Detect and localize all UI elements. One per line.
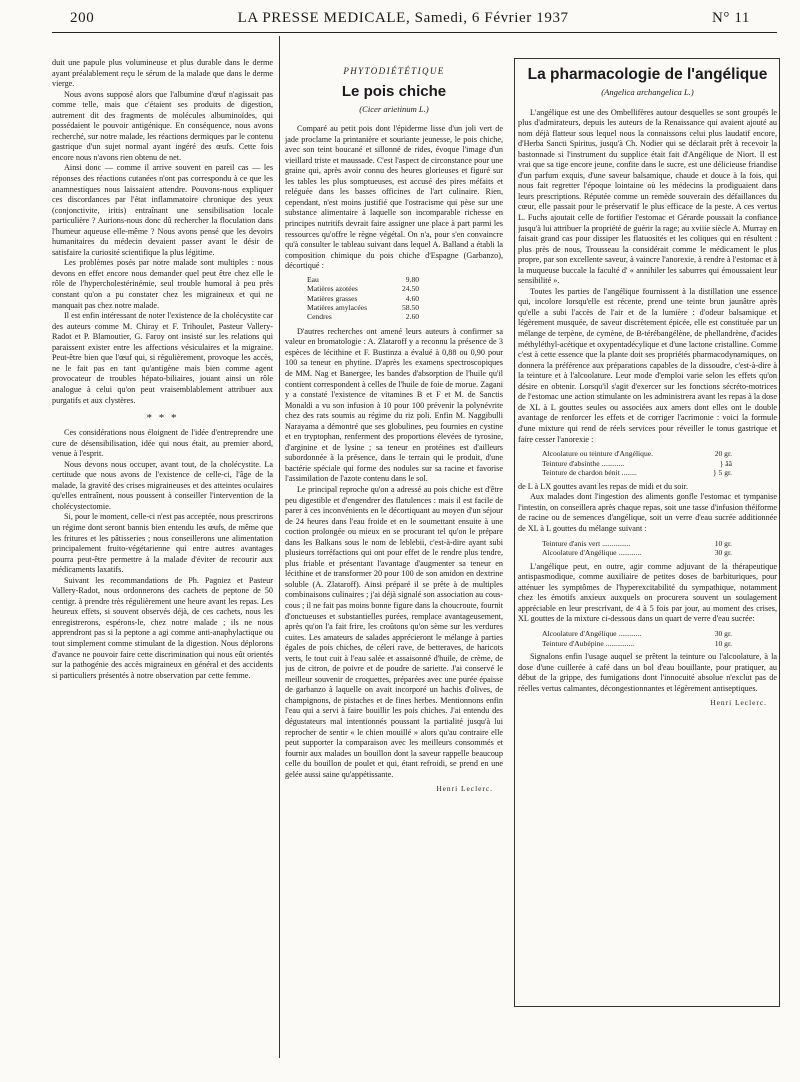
formula-ingredient: Teinture d'anis vert ............... [542,538,631,548]
composition-label: Matières azotées [307,284,358,294]
formula-line [542,629,732,639]
paragraph: Comparé au petit pois dont l'épiderme lisse d'un joli vert de jade proclame la printanière et souriante jeunesse, le pois chiche, avec son teint boucané et sillonné de rides, évoque l'image d'un vieillard triste et maussade. C'est l'aspect de circonstance pour une graine qui, après avoir connu des heures glorieuses et figuré sur les tables les plus somptueuses, est accusé des pires méfaits et reléguée dans les basses officines de l'art culinaire. Rien, cependant, n'est moins justifié que l'ostracisme qui pèse sur une substance alimentaire à laquelle son incomparable richesse en principes nutritifs devrait faire assigner une place à part parmi les ressources qu'offre le règne végétal. On n'a, pour s'en convaincre qu'à consulter le tableau suivant dans lequel A. Balland a établi la composition chimique du pois chiche d'Espagne (Garbanzo), décortiqué : [285,124,503,271]
article-subtitle: (Angelica archangelica L.) [601,87,694,97]
formula-line [542,449,732,459]
composition-label: Matières grasses [307,293,358,303]
paragraph: Toutes les parties de l'angélique fournissent à la distillation une essence qui, incolore lorsqu'elle est récente, prend une teinte brun jaunâtre après qu'elle a subi l'accès de l'air et de la lumière : d'odeur balsamique et légèrement musquée, de saveur discrètement épicée, elle est constituée par un mélange de terpène, de cymène, de B-térébangélène, de phellandrène, d'acides méthyléthyl-acétique et oxypentadécylique et d'une lactone cristalline. Comme c'est à cette essence que la plante doit ses propriétés pharmacodynamiques, on donnera la préférence aux préparations capables de la dissoudre, c'est-à-dire à la teinture et à l'alcoolature. Leur mode d'emploi varie selon les effets qu'on désire en obtenir. Lorsqu'il s'agit d'exercer sur les fonctions sécréto-motrices de l'estomac une action stimulante on les administrera avant les repas à la dose de XL à L gouttes seules ou associées aux amers dont elles ont le double avantage de renforcer les effets et de corriger l'acrimonie : voici la formule d'une mixture qui rend de réels services pour réveiller le tonus gastrique et faire cesser l'anorexie : [518,286,777,444]
formula-dose: 20 gr. [714,449,732,459]
formula-dose: 10 gr. [714,638,732,648]
composition-table [303,275,423,322]
table-row [303,284,423,293]
paragraph: L'angélique peut, en outre, agir comme adjuvant de la thérapeutique antispasmodique, comme auxiliaire de petites doses de barbituriques, pour atténuer les symptômes de l'hyperexcitabilité du sympathique, notamment chez les émotifs anxieux auxquels on procurera souvent un soulagement appréciable en leur prescrivant, de 4 à 5 fois par jour, au moment des crises, XL gouttes de la mixture ci-dessous dans un quart de verre d'eau sucrée: [518,561,777,624]
paragraph: Ces considérations nous éloignent de l'idée d'entreprendre une cure de désensibilisation, idée qui nous était, au premier abord, venue à l'esprit. [52,428,273,459]
composition-value: 58.50 [402,302,420,312]
box-left-border [514,58,515,1006]
formula-ingredient: Alcoolature d'Angélique ............ [542,548,642,558]
prescription-formula [542,629,777,648]
paragraph: D'autres recherches ont amené leurs auteurs à confirmer sa valeur en bromatologie : A. Zlataroff y a reconnu la présence de 3 espèces de lécithine et F. Bustinza a évalué à 0,88 ou 0,90 pour 100 sa teneur en phytine. D'après les examens spectroscopiques de MM. Nag et Banergee, les bandes d'absorption de l'huile qu'il contient correspondent à celles de l'huile de foie de morue. Zagani y a constaté l'existence de vitamines B et F et M. de Sanctis Monaldi a vu son infusion à 10 pour 100 prévenir la polynévrite chez des rats soumis au régime du riz poli. Enfin M. Naggibulli Narayama a démontré que ses globulines, peu fournies en cystine et en tryptophan, renferment des proportions élevées de tyrosine, d'arginine et de lysine ; sa teneur en protéines est d'ailleurs subordonnée à la présence, dans le terrain qui le produit, d'une bactérie spéciale qui forme des nodules sur sa racine et favorise l'assimilation de l'azote contenu dans le sol. [285,326,503,484]
composition-value: 9.80 [405,274,420,284]
prescription-formula [542,449,777,478]
formula-line [542,539,732,549]
formula-dose: } 5 gr. [712,468,732,478]
paragraph: Suivant les recommandations de Ph. Pagniez et Pasteur Vallery-Radot, nous ordonnerons des cachets de peptone de 50 centigr. à prendre très régulièrement une heure avant les repas. Les heureux effets, si souvent observés déjà, de ces cachets, nous les enregistrerons, espérons-le, chez notre malade ; ils ne nous apprendront pas si la peptone a agi comme anti-anaphylactique ou tout simplement comme stimulant de la digestion. Nous déplorons d'avance ne pouvoir faire cette discrimination qui nous eût orientés sur la pathogénie des accès migraineux en général et des accidents si particuliers présentés à notre observation par cette femme. [52,575,273,680]
composition-label: Cendres [307,312,332,322]
paragraph: Aux malades dont l'ingestion des aliments gonfle l'estomac et tympanise l'intestin, on conseillera après chaque repas, soit une tasse d'infusion théiforme de racine ou de semences d'angélique, soit un verre d'eau sucrée additionnée de XL à L gouttes du mélange suivant : [518,492,777,534]
paragraph: Ainsi donc — comme il arrive souvent en pareil cas — les réponses des réactions cutanées n'ont pas correspondu à ce que les anamnestiques nous laissaient attendre. Pouvons-nous expliquer ces discordances par l'état inflammatoire chronique des yeux (conjonctivite, iritis) entraînant une sensibilisation locale particulière ? Aurions-nous donc dû rechercher la floculation dans l'humeur aqueuse elle-même ? Nous avons pensé que les devoirs humanitaires du médecin devaient passer avant le désir de satisfaire la curiosité scientifique la plus légitime. [52,163,273,257]
composition-label: Eau [307,274,319,284]
composition-value: 4.60 [405,293,420,303]
composition-label: Matières amylacées [307,302,368,312]
formula-ingredient: Teinture d'absinthe ............ [542,458,625,468]
formula-line [542,459,732,469]
article-title: Le pois chiche [341,82,447,100]
paragraph: Nous avons supposé alors que l'albumine d'œuf n'agissait pas comme telle, mais que c'étaient ses produits de digestion, autrement dit des fragments de molécules albuminoïdes, qui possédaient le pouvoir antigénique. En conséquence, nous avons recherché, sur notre malade, les réactions dermiques par le contenu gastrique d'un sujet normal ayant ingéré des œufs. Cette fois encore nous n'avons rien obtenu de net. [52,89,273,162]
paragraph: L'angélique est une des Ombellifères autour desquelles se sont groupés le plus d'admirateurs, depuis les auteurs de la Renaissance qui avaient ajouté au nom déjà flatteur sous lequel nous la connaissons celui plus laudatif encore, d'Herba Sancti Spiritus, jusqu'à Ch. Nodier qui se déclarait prêt à recevoir la bastonnade si l'instrument du supplice était fait d'Angélique de Niort. Il est vrai que sa tige encore jeune, confite dans le sucre, est une délicieuse friandise d'un parfum exquis, d'une saveur balsamique, chaude et douce à la fois, qui nous fait regretter l'époque lointaine où les médecins la prodiguaient dans leurs prescriptions. Réputée comme un remède souverain des défaillances du cœur, elle passait pour le préservatif le plus efficace de la peste. A ces vertus L. Fuchs ajoutait celle de fortifier l'estomac et Gérarde poussait la confiance jusqu'à lui attribuer la propriété de guérir la rage; au xviiie siècle A. Murray en faisait grand cas pour dissiper les flatuosités et les coliques qui en résultent : plus près de nous, Trousseau la considérait comme le médicament le plus propre, par son excellente saveur, à vaincre l'anorexie, à rendre à l'estomac et à la muqueuse buccale la faculté d' « annihiler les saburres qui émoussaient leur sensibilité ». [518,107,777,286]
column-divider [279,36,280,1058]
composition-value: 2.60 [405,312,420,322]
table-row [303,275,423,284]
article-subtitle: (Cicer arietinum L.) [359,103,429,114]
paragraph: Signalons enfin l'usage auquel se prêtent la teinture ou l'alcoolature, à la dose d'une cuillerée à café dans un bol d'eau bouillante, pour pratiquer, au début de la grippe, des fumigations dont l'innocuité absolue n'exclut pas de réelles vertus calmantes, décongestionnantes et légèrement antiseptiques. [518,652,777,693]
formula-ingredient: Alcoolature d'Angélique ............ [542,629,642,639]
table-row [303,303,423,312]
page-number: 200 [70,9,95,26]
box-right-border [779,58,780,1006]
paragraph: Les problèmes posés par notre malade sont multiples : nous devons en effet encore nous demander quel peut être chez elle le rôle de l'hypercholestérinémie, seul trouble humoral à peu près constant qu'on a pu constater chez les migraineux et qui ne manquait pas chez notre malade. [52,258,273,310]
paragraph: Si, pour le moment, celle-ci n'est pas acceptée, nous prescrirons un régime dont seront bannis bien entendu les œufs, de même que les fritures et les pâtisseries ; nous conseillerons une alimentation principalement fruito-végétarienne qui entre autres avantages pourra peut-être permettre à la malade d'éviter de recourir aux médicaments laxatifs. [52,512,273,575]
journal-title: LA PRESSE MEDICALE, Samedi, 6 Février 1937 [237,9,569,26]
running-header [70,6,750,30]
paragraph: de L à LX gouttes avant les repas de midi et du soir. [518,481,688,491]
composition-value: 24.50 [402,284,420,294]
paragraph: Il est enfin intéressant de noter l'existence de la cholécystite car des auteurs comme M. Chiray et F. Trihoulet, Pasteur Vallery-Radot et P. Blamoutier, G. Faroy ont insisté sur les relations qui paraissent exister entre les affections vésiculaires et la migraine. Peut-être bien que l'œuf qui, si régulièrement, provoque les accès, ne le fait pas en tant qu'antigène mais bien comme agent provocateur de troubles hépato-biliaires, jouant ainsi un rôle analogue à celui qu'on peut vraisemblablement attribuer aux purgatifs et aux clystères. [52,311,273,405]
table-row [303,294,423,303]
issue-number: N° 11 [711,9,750,26]
paragraph: duit une papule plus volumineuse et plus durable dans le derme ayant préalablement reçu le sérum de la malade que dans le derme vierge. [52,58,273,89]
formula-line [542,548,732,558]
formula-ingredient: Teinture de chardon bénit ........ [542,468,637,478]
author-signature: Henri Leclerc. [436,784,493,794]
formula-line [542,468,732,478]
section-kicker: PHYTODIÉTÉTIQUE [343,66,445,76]
formula-dose: } ââ [719,458,732,468]
section-separator: * * * [146,412,179,425]
paragraph: Nous devons nous occuper, avant tout, de la cholécystite. La certitude que nous avons de l'existence de celle-ci, l'âge de la malade, la gravité des crises migraineuses et des atteintes oculaires qu'elles entraînent, nous poussent à conseiller l'intervention de la cholécystectomie. [52,459,273,511]
article-title: La pharmacologie de l'angélique [527,66,768,83]
header-rule [52,32,777,33]
column-middle [285,58,503,1058]
prescription-formula [542,539,777,558]
formula-line [542,639,732,649]
formula-ingredient: Alcoolature ou teinture d'Angélique. [542,449,654,459]
column-right-boxed [518,58,777,1058]
table-row [303,312,423,321]
formula-ingredient: Teinture d'Aubépine ............... [542,638,635,648]
formula-dose: 10 gr. [714,538,732,548]
formula-dose: 30 gr. [714,629,732,639]
author-signature: Henri Leclerc. [710,698,767,708]
column-left [52,58,273,1058]
formula-dose: 30 gr. [714,548,732,558]
paragraph: Le principal reproche qu'on a adressé au pois chiche est d'être peu digestible et d'engendrer des flatulences : mais il est facile de parer à ces inconvénients en le décortiquant au moyen d'un séjour de 24 heures dans l'eau froide et en le soumettant ensuite à une coction prolongée ou mieux en se procurant tel qu'on le prépare dans les Balkans sous le nom de leblebii, c'est-à-dire ayant subi plusieurs torréfactions qui ont pour effet de le rendre plus tendre, plus friable et présentant l'avantage d'augmenter sa teneur en lécithine et de transformer 20 pour 100 de son amidon en dextrine soluble (A. Zlataroff). Ainsi préparé il se prête à de multiples combinaisons culinaires ; j'ai déjà signalé son association au cous-cous ; il ne fait pas moins bonne figure dans la choucroute, fournit d'onctueuses et substantielles purées, remplace avantageusement, après qu'on l'a fait frire, les croûtons qu'on sème sur les verdures cuites. Les amateurs de salades apprécieront le mélange à parties égales de pois chiches, de céleri rave, de betteraves, de haricots verts, le tout cuit à l'eau salée et assaisonné d'huile, de crème, de jus de citron, de poivre et de poudre de sariette. J'ai conservé le meilleur souvenir de croquettes, préparées avec une purée épaisse de garbanzo à laquelle on avait incorporé un hachis d'olives, de champignons, de pistaches et de fines herbes. Mentionnons enfin l'eau qui a servi à faire bouillir les pois chiches. J'ai entendu des dégustateurs mal intentionnés poussant la partialité jusqu'à lui reprocher de sentir « le chien mouillé » alors qu'au contraire elle peut supporter la comparaison avec les meilleurs consommés et fournir aux malades un bouillon dont la saveur rappelle beaucoup celle du bouillon de poulet et qui, étant refroidi, se prend en une gelée aussi saine qu'appétissante. [285,484,503,779]
